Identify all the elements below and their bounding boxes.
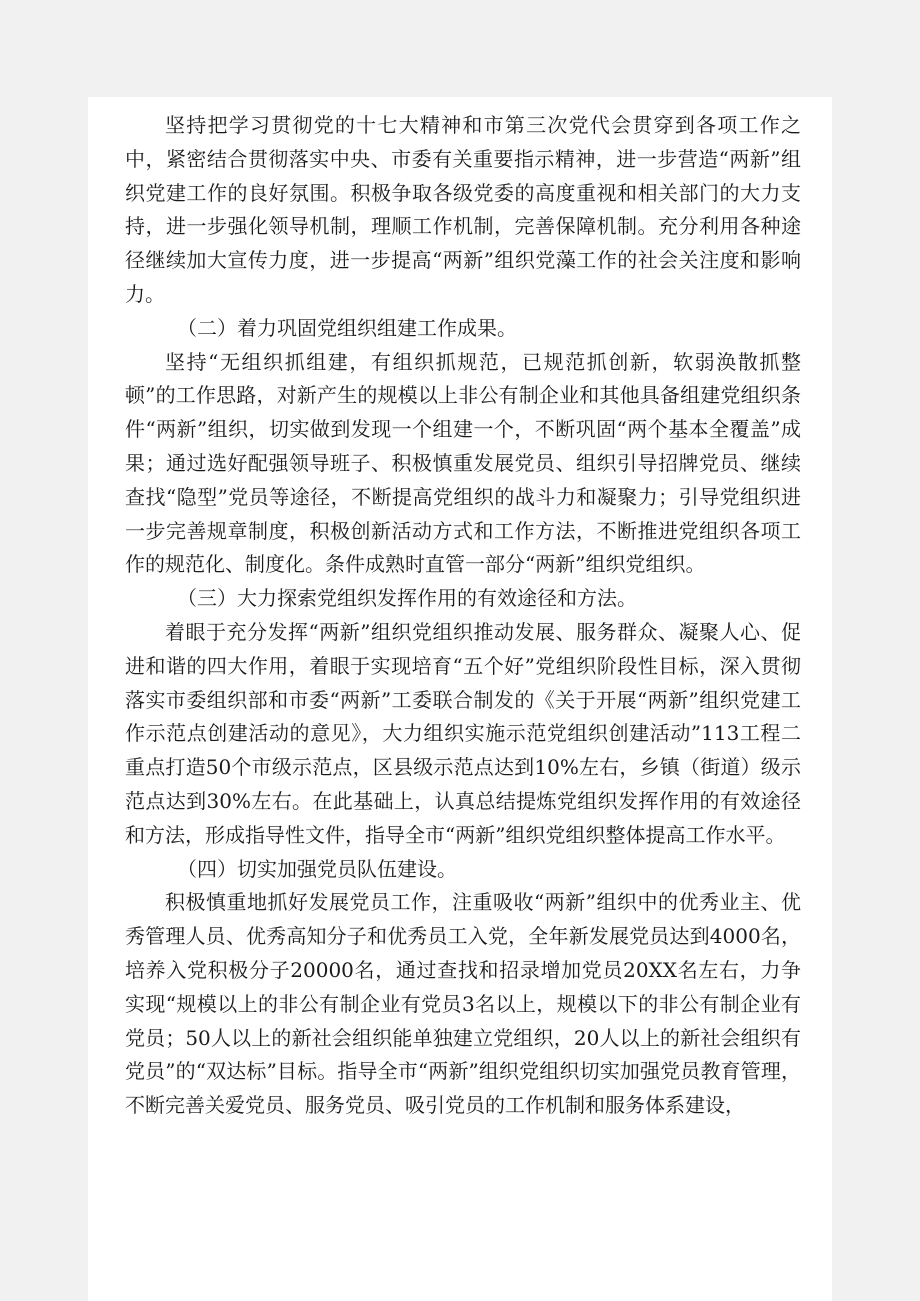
paragraph-section-4: 积极慎重地抓好发展党员工作，注重吸收“两新”组织中的优秀业主、优秀管理人员、优秀高知分子和优秀员工入党，全年新发展党员达到4000名，培养入党积极分子20000名，通过查找和招录增加党员20XX名左右，力争实现“规模以上的非公有制企业有党员3名以上，规模以下的非公有制企业有党员；50人以上的新社会组织能单独建立党组织，20人以上的新社会组织有党员”的“双达标”目标。指导全市“两新”组织党组织切实加强党员教育管理，不断完善关爱党员、服务党员、吸引党员的工作机制和服务体系建设， — [125, 890, 801, 1118]
paragraph-section-3: 着眼于充分发挥“两新”组织党组织推动发展、服务群众、凝聚人心、促进和谐的四大作用，着眼于实现培育“五个好”党组织阶段性目标，深入贯彻落实市委组织部和市委“两新”工委联合制发的《关于开展“两新”组织党建工作示范点创建活动的意见》，大力组织实施示范党组织创建活动”113工程二重点打造50个市级示范点，区县级示范点达到10%左右，乡镇（街道）级示范点达到30%左右。在此基础上，认真总结提炼党组织发挥作用的有效途径和方法，形成指导性文件，指导全市“两新”组织党组织整体提高工作水平。 — [125, 619, 801, 847]
section-heading-2: （二）着力巩固党组织组建工作成果。 — [177, 315, 517, 340]
document-page — [88, 97, 832, 1301]
section-heading-3: （三）大力探索党组织发挥作用的有效途径和方法。 — [177, 586, 637, 611]
section-heading-4: （四）切实加强党员队伍建设。 — [177, 856, 457, 881]
paragraph-section-2: 坚持“无组织抓组建，有组织抓规范，已规范抓创新，软弱涣散抓整顿”的工作思路，对新产生的规模以上非公有制企业和其他具备组建党组织条件“两新”组织，切实做到发现一个组建一个，不断巩固“两个基本全覆盖”成果；通过选好配强领导班子、积极慎重发展党员、组织引导招牌党员、继续查找“隐型”党员等途径，不断提高党组织的战斗力和凝聚力；引导党组织进一步完善规章制度，积极创新活动方式和工作方法，不断推进党组织各项工作的规范化、制度化。条件成熟时直管一部分“两新”组织党组织。 — [125, 349, 801, 577]
paragraph-intro: 坚持把学习贯彻党的十七大精神和市第三次党代会贯穿到各项工作之中，紧密结合贯彻落实中央、市委有关重要指示精神，进一步营造“两新”组织党建工作的良好氛围。积极争取各级党委的高度重视和相关部门的大力支持，进一步强化领导机制，理顺工作机制，完善保障机制。充分利用各种途径继续加大宣传力度，进一步提高“两新”组织党藻工作的社会关注度和影响力。 — [125, 113, 801, 306]
document-body — [125, 109, 801, 1123]
